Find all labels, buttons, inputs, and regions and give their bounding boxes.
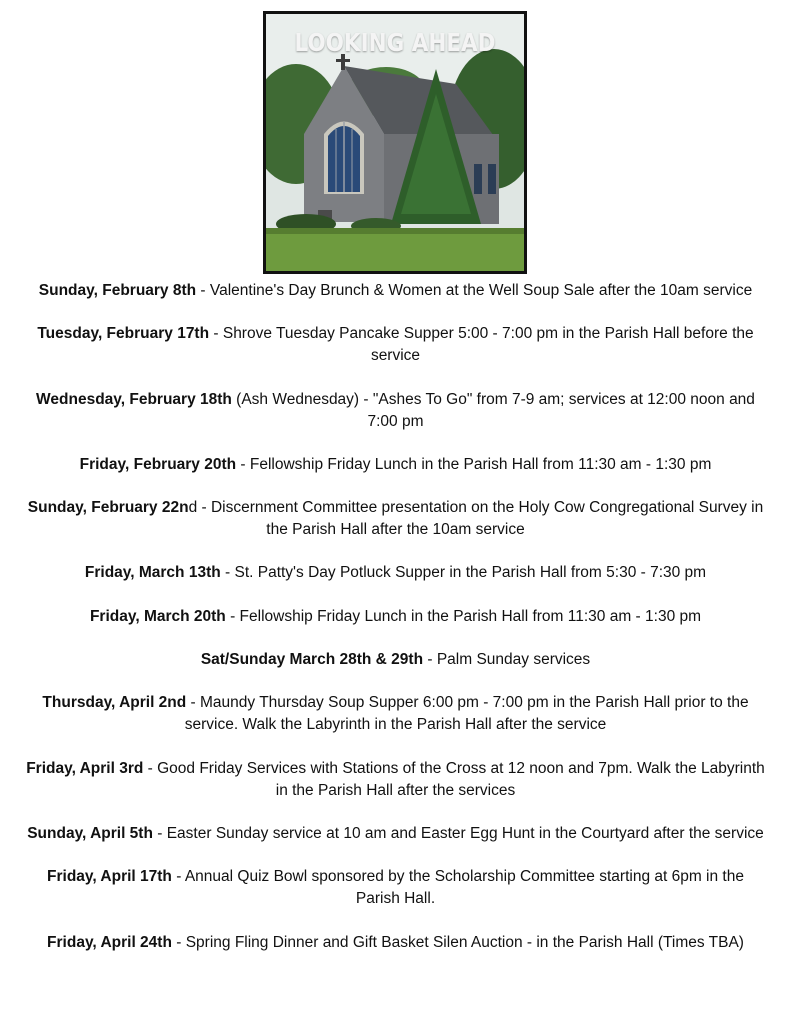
event-description: - Valentine's Day Brunch & Women at the Well Soup Sale after the 10am service [196,282,753,299]
event-item [26,562,766,584]
event-description: - Easter Sunday service at 10 am and Easter Egg Hunt in the Courtyard after the service [152,824,764,842]
event-item [26,932,766,954]
event-date: Wednesday, February 18th [36,390,232,408]
event-date: Sunday, February 22n [27,499,189,517]
event-item [26,758,766,802]
event-date: Friday, April 3rd [26,759,144,777]
event-item [26,497,766,541]
event-description: - Maundy Thursday Soup Supper 6:00 pm - 7:00 pm in the Parish Hall prior to the service. Walk the Labyrinth in the Parish Hall after the service [184,694,749,734]
event-description: - St. Patty's Day Potluck Supper in the Parish Hall from 5:30 - 7:30 pm [220,564,707,582]
event-description: - Annual Quiz Bowl sponsored by the Scholarship Committee starting at 6pm in the Parish Hall. [171,868,744,908]
event-description: - Spring Fling Dinner and Gift Basket Silen Auction - in the Parish Hall (Times TBA) [171,933,744,951]
event-date: Sunday, April 5th [27,824,153,842]
event-item [26,389,766,433]
event-date: Friday, February 20th [79,455,237,473]
event-item [26,454,766,476]
event-item [26,823,766,845]
event-item [26,692,766,736]
event-item [26,649,766,671]
event-date: Friday, March 13th [84,564,221,582]
event-date: Thursday, April 2nd [42,694,187,712]
event-item [26,323,766,367]
event-description: - Shrove Tuesday Pancake Supper 5:00 - 7:00 pm in the Parish Hall before the service [209,325,754,365]
event-date: Friday, March 20th [89,607,226,625]
event-item [26,280,766,302]
event-description: - Palm Sunday services [423,651,591,669]
event-description: - Good Friday Services with Stations of the Cross at 12 noon and 7pm. Walk the Labyrinth in the Parish Hall after the services [143,759,765,799]
event-date: Tuesday, February 17th [37,325,210,343]
event-date: Friday, April 17th [47,868,172,886]
event-date: Sunday, February 8th [38,282,197,299]
event-description: - Fellowship Friday Lunch in the Parish Hall from 11:30 am - 1:30 pm [236,455,712,473]
event-description: - Fellowship Friday Lunch in the Parish Hall from 11:30 am - 1:30 pm [225,607,702,625]
events-list [0,280,791,975]
hero-title: LOOKING AHEAD [294,28,496,57]
event-item [26,606,766,628]
event-item [26,866,766,910]
event-description: (Ash Wednesday) - "Ashes To Go" from 7-9 am; services at 12:00 noon and 7:00 pm [231,390,755,430]
church-photo [263,11,527,274]
event-date: Sat/Sunday March 28th & 29th [200,651,424,669]
event-date: Friday, April 24th [47,933,172,951]
event-description: d - Discernment Committee presentation on the Holy Cow Congregational Survey in the Parish Hall after the 10am service [188,499,764,539]
